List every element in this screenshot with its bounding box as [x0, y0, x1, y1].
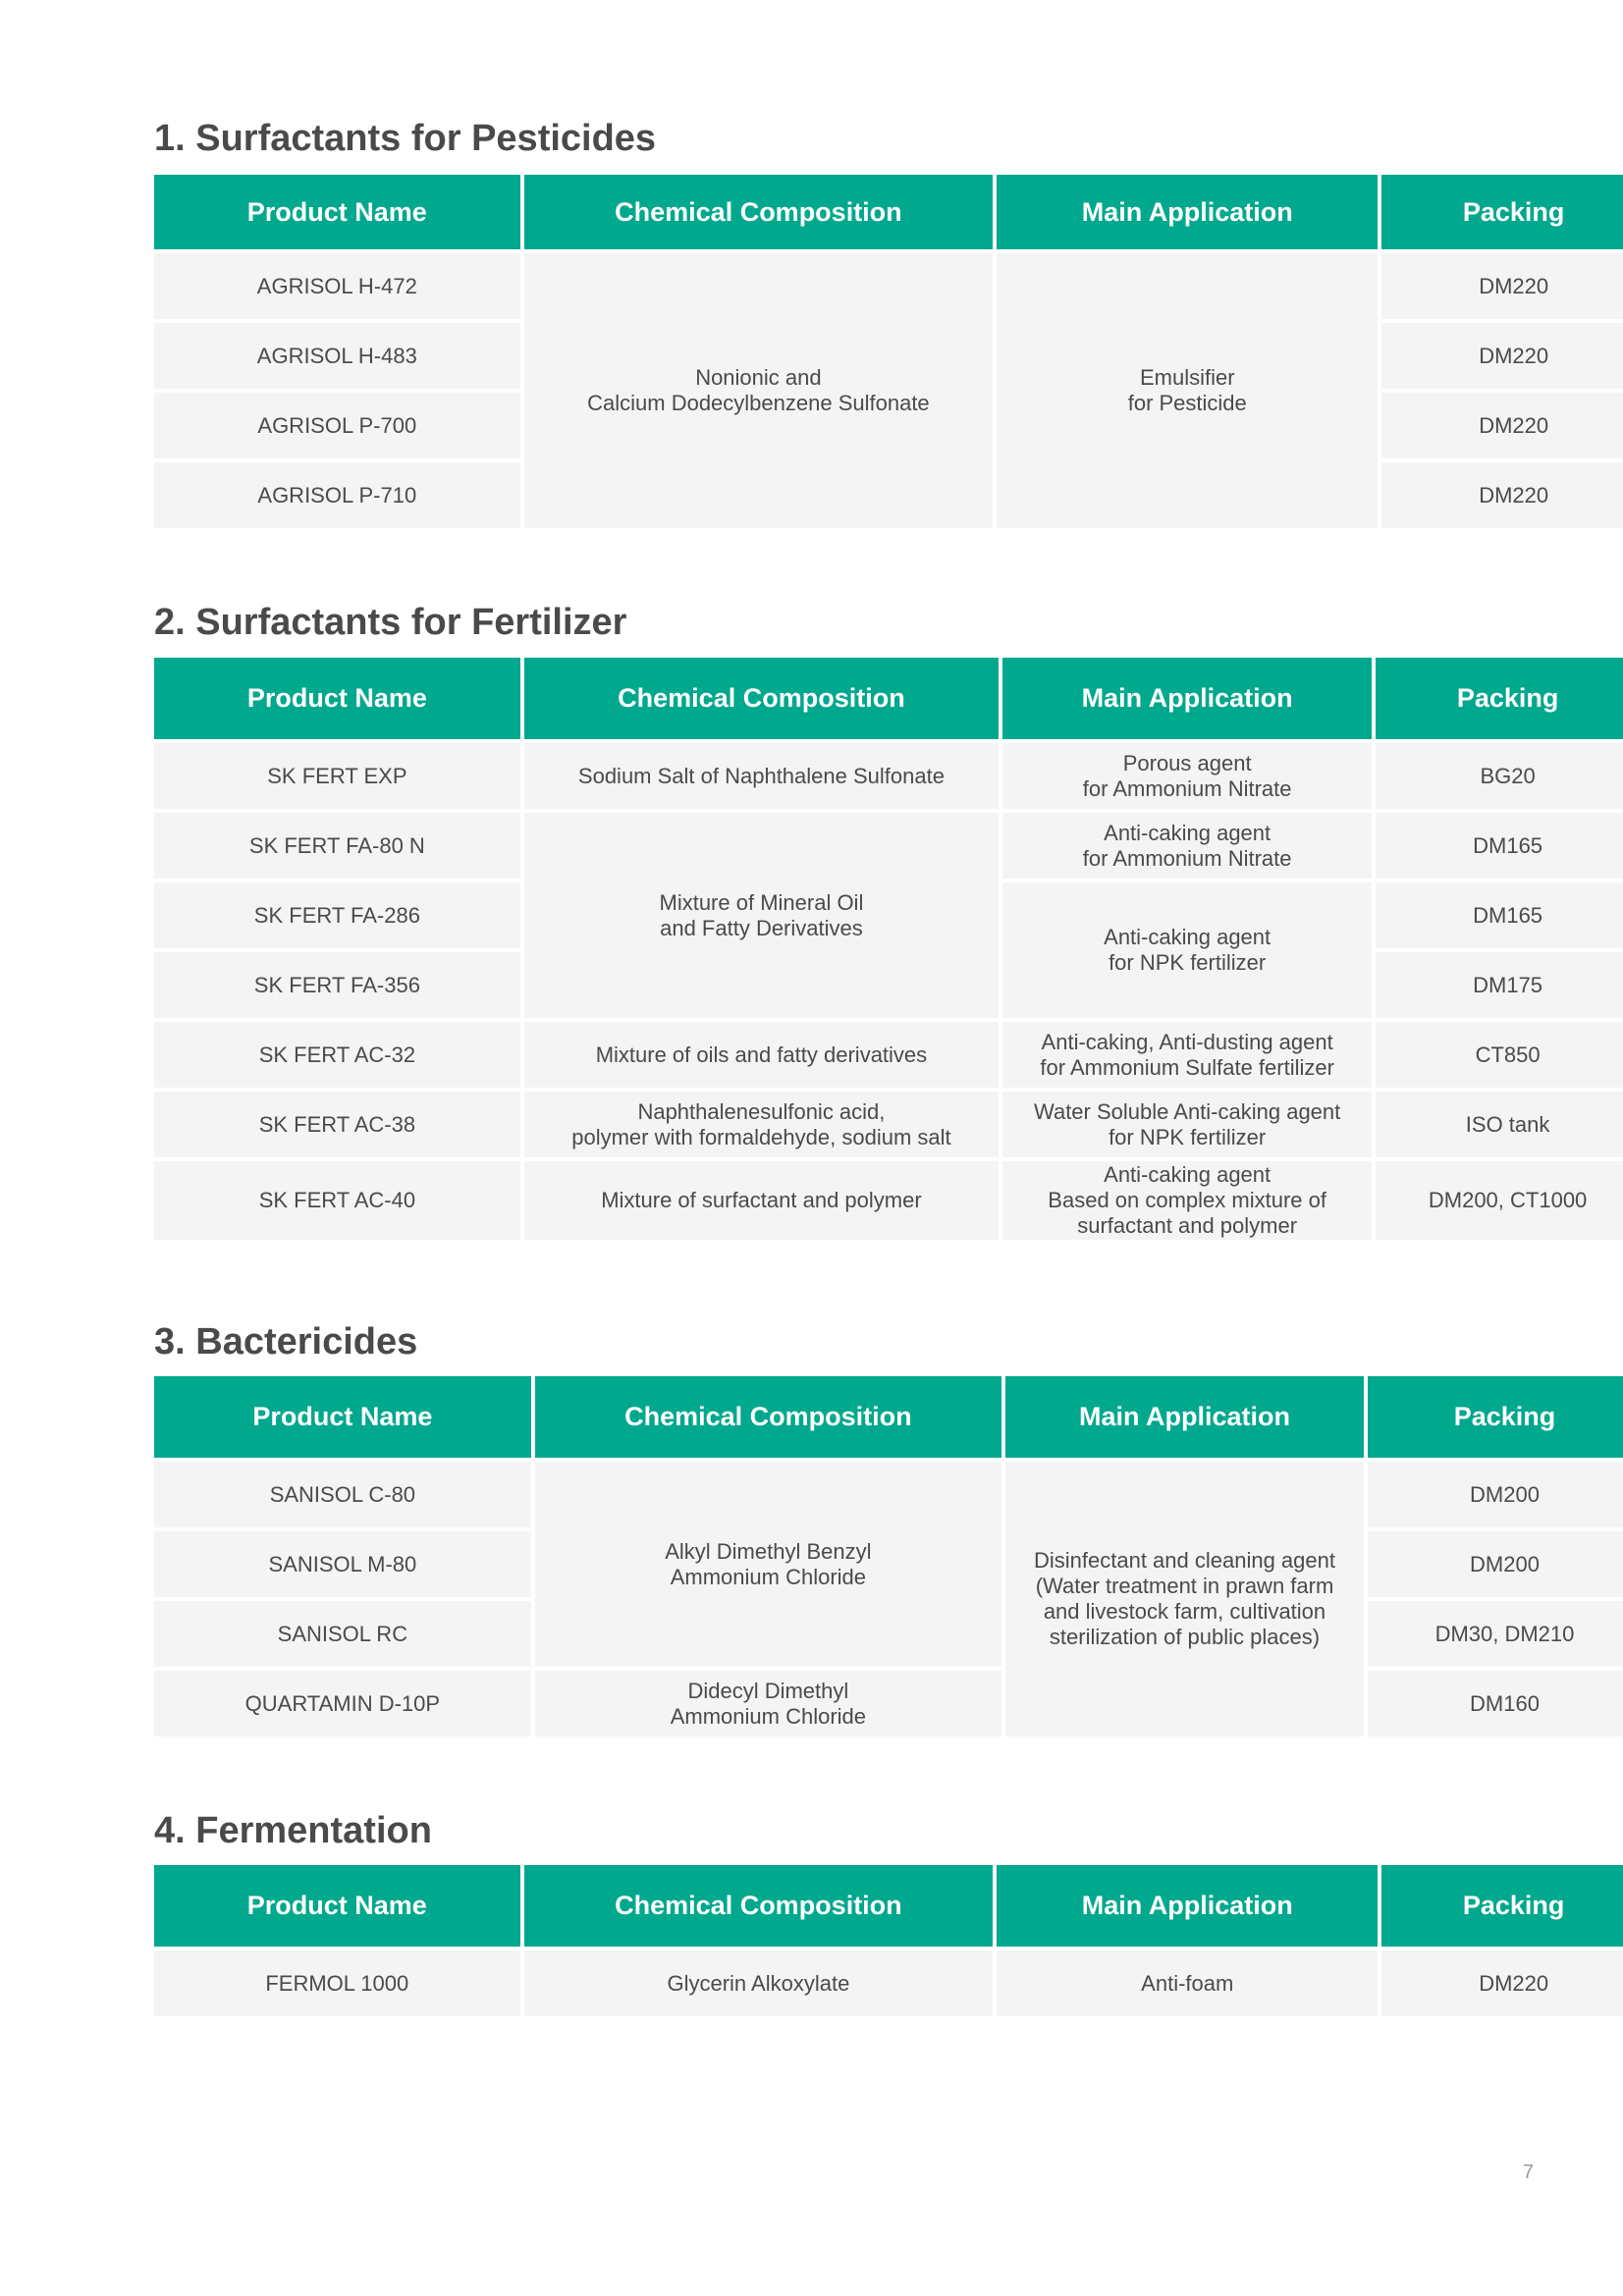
product-name-cell: SK FERT AC-40: [154, 1161, 520, 1240]
packing-cell: ISO tank: [1376, 1092, 1623, 1157]
bactericides-table: [150, 1372, 1623, 1740]
header-main-application: Main Application: [1005, 1376, 1364, 1458]
fermentation-table: [150, 1861, 1623, 2020]
packing-cell: DM200, CT1000: [1376, 1161, 1623, 1240]
packing-cell: DM200: [1368, 1462, 1623, 1527]
table-header-row: [154, 658, 1623, 739]
header-main-application: Main Application: [1002, 658, 1372, 739]
composition-cell: Didecyl Dimethyl Ammonium Chloride: [535, 1671, 1001, 1736]
header-packing: Packing: [1381, 1865, 1623, 1947]
composition-cell: Nonionic and Calcium Dodecylbenzene Sulfonate: [524, 253, 994, 528]
header-product-name: Product Name: [154, 658, 520, 739]
pesticides-table: [150, 171, 1623, 532]
header-chemical-composition: Chemical Composition: [524, 658, 999, 739]
header-packing: Packing: [1376, 658, 1623, 739]
table-row: [154, 1950, 1623, 2016]
composition-cell: Mixture of surfactant and polymer: [524, 1161, 999, 1240]
packing-cell: DM165: [1376, 813, 1623, 879]
application-cell: Anti-caking agent Based on complex mixture of surfactant and polymer: [1002, 1161, 1372, 1240]
product-name-cell: AGRISOL P-700: [154, 393, 520, 458]
table-row: [154, 1092, 1623, 1157]
product-name-cell: FERMOL 1000: [154, 1950, 520, 2016]
packing-cell: BG20: [1376, 743, 1623, 809]
packing-cell: CT850: [1376, 1022, 1623, 1088]
table-row: [154, 743, 1623, 809]
fertilizer-table: [150, 654, 1623, 1244]
product-name-cell: AGRISOL H-472: [154, 253, 520, 319]
section-title-pesticides: 1. Surfactants for Pesticides: [154, 118, 657, 159]
header-main-application: Main Application: [997, 1865, 1378, 1947]
packing-cell: DM30, DM210: [1368, 1601, 1623, 1667]
product-name-cell: SK FERT AC-38: [154, 1092, 520, 1157]
table-header-row: [154, 1865, 1623, 1947]
packing-cell: DM220: [1381, 323, 1623, 389]
packing-cell: DM220: [1381, 393, 1623, 458]
composition-cell: Sodium Salt of Naphthalene Sulfonate: [524, 743, 999, 809]
application-cell: Anti-caking agent for NPK fertilizer: [1002, 882, 1372, 1018]
composition-cell: Mixture of oils and fatty derivatives: [524, 1022, 999, 1088]
header-packing: Packing: [1368, 1376, 1623, 1458]
product-name-cell: SK FERT EXP: [154, 743, 520, 809]
section-title-fertilizer: 2. Surfactants for Fertilizer: [154, 602, 627, 643]
table-row: [154, 1022, 1623, 1088]
product-name-cell: AGRISOL P-710: [154, 462, 520, 528]
table-row: [154, 253, 1623, 319]
packing-cell: DM200: [1368, 1531, 1623, 1597]
application-cell: Anti-caking agent for Ammonium Nitrate: [1002, 813, 1372, 879]
table-header-row: [154, 1376, 1623, 1458]
application-cell: Disinfectant and cleaning agent (Water treatment in prawn farm and livestock farm, cultivation sterilization of public places): [1005, 1462, 1364, 1736]
product-name-cell: SK FERT FA-80 N: [154, 813, 520, 879]
product-name-cell: SANISOL M-80: [154, 1531, 531, 1597]
table-row: [154, 813, 1623, 879]
application-cell: Porous agent for Ammonium Nitrate: [1002, 743, 1372, 809]
composition-cell: Mixture of Mineral Oil and Fatty Derivatives: [524, 813, 999, 1018]
product-name-cell: SK FERT FA-356: [154, 952, 520, 1018]
section-title-fermentation: 4. Fermentation: [154, 1810, 432, 1851]
header-main-application: Main Application: [997, 175, 1378, 249]
header-product-name: Product Name: [154, 1376, 531, 1458]
application-cell: Emulsifier for Pesticide: [997, 253, 1378, 528]
application-cell: Anti-caking, Anti-dusting agent for Ammonium Sulfate fertilizer: [1002, 1022, 1372, 1088]
product-name-cell: SK FERT FA-286: [154, 882, 520, 948]
product-name-cell: SANISOL RC: [154, 1601, 531, 1667]
composition-cell: Glycerin Alkoxylate: [524, 1950, 994, 2016]
packing-cell: DM220: [1381, 253, 1623, 319]
header-chemical-composition: Chemical Composition: [535, 1376, 1001, 1458]
page-number: 7: [1522, 2162, 1534, 2183]
packing-cell: DM160: [1368, 1671, 1623, 1736]
packing-cell: DM175: [1376, 952, 1623, 1018]
packing-cell: DM220: [1381, 462, 1623, 528]
packing-cell: DM220: [1381, 1950, 1623, 2016]
product-name-cell: SK FERT AC-32: [154, 1022, 520, 1088]
packing-cell: DM165: [1376, 882, 1623, 948]
product-name-cell: QUARTAMIN D-10P: [154, 1671, 531, 1736]
composition-cell: Alkyl Dimethyl Benzyl Ammonium Chloride: [535, 1462, 1001, 1667]
application-cell: Water Soluble Anti-caking agent for NPK fertilizer: [1002, 1092, 1372, 1157]
table-row: [154, 1161, 1623, 1240]
table-header-row: [154, 175, 1623, 249]
header-chemical-composition: Chemical Composition: [524, 1865, 994, 1947]
header-product-name: Product Name: [154, 1865, 520, 1947]
header-packing: Packing: [1381, 175, 1623, 249]
composition-cell: Naphthalenesulfonic acid, polymer with formaldehyde, sodium salt: [524, 1092, 999, 1157]
table-row: [154, 1671, 1623, 1736]
section-title-bactericides: 3. Bactericides: [154, 1321, 418, 1362]
header-chemical-composition: Chemical Composition: [524, 175, 994, 249]
product-name-cell: SANISOL C-80: [154, 1462, 531, 1527]
application-cell: Anti-foam: [997, 1950, 1378, 2016]
product-name-cell: AGRISOL H-483: [154, 323, 520, 389]
header-product-name: Product Name: [154, 175, 520, 249]
table-row: [154, 1462, 1623, 1527]
